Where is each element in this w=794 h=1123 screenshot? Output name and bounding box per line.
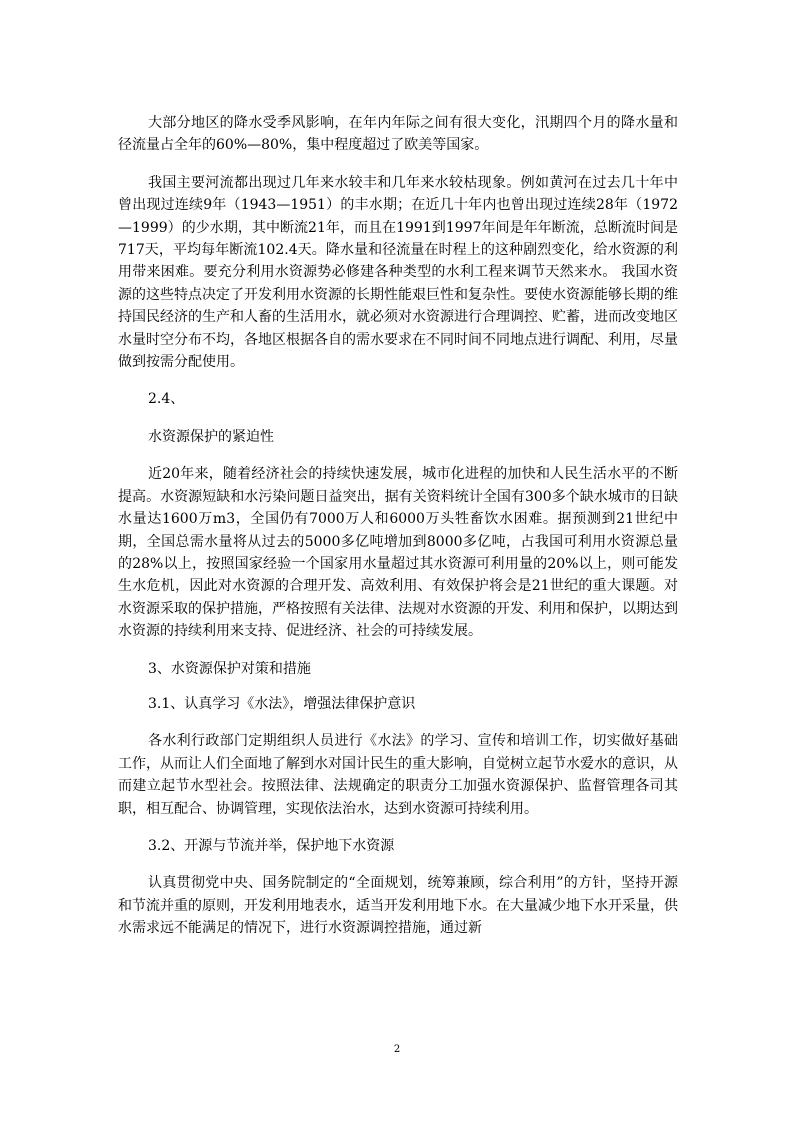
page-number: 2	[393, 1044, 401, 1055]
paragraph-monsoon: 大部分地区的降水受季风影响，在年内年际之间有很大变化，汛期四个月的降水量和径流量占全年的60%—80%，集中程度超过了欧美等国家。	[118, 115, 678, 154]
paragraph-water-law: 各水利行政部门定期组织人员进行《水法》的学习、宣传和培训工作，切实做好基础工作，从而让人们全面地了解到水对国计民生的重大影响，自觉树立起节水爱水的意识，从而建立起节水型社会。按照法律、法规确定的职责分工加强水资源保护、监督管理各司其职，相互配合、协调管理，实现依法治水，达到水资源可持续利用。	[118, 733, 678, 817]
paragraph-groundwater: 认真贯彻党中央、国务院制定的“全面规划，统筹兼顾，综合利用”的方针，坚持开源和节流并重的原则，开发利用地表水，适当开发利用地下水。在大量减少地下水开采量，供水需求远不能满足的情况下，进行水资源调控措施，通过新	[118, 875, 678, 937]
document-body	[118, 112, 678, 940]
section-heading-urgency: 水资源保护的紧迫性	[148, 428, 274, 445]
section-heading-3-1: 3.1、认真学习《水法》，增强法律保护意识	[148, 695, 416, 712]
paragraph-water-shortage: 近20年来，随着经济社会的持续快速发展，城市化进程的加快和人民生活水平的不断提高。水资源短缺和水污染问题日益突出，据有关资料统计全国有300多个缺水城市的日缺水量达1600万m3，全国仍有7000万人和6000万头牲畜饮水困难。据预测到21世纪中期，全国总需水量将从过去的5000多亿吨增加到8000多亿吨，占我国可利用水资源总量的28%以上，按照国家经验一个国家用水量超过其水资源可利用量的20%以上，则可能发生水危机，因此对水资源的合理开发、高效利用、有效保护将会是21世纪的重大课题。对水资源采取的保护措施，严格按照有关法律、法规对水资源的开发、利用和保护，以期达到水资源的持续利用来支持、促进经济、社会的可持续发展。	[118, 466, 678, 640]
section-heading-3-2: 3.2、开源与节流并举，保护地下水资源	[148, 837, 395, 854]
paragraph-river-flow: 我国主要河流都出现过几年来水较丰和几年来水较枯现象。例如黄河在过去几十年中曾出现过连续9年（1943—1951）的丰水期；在近几十年内也曾出现过连续28年（1972—1999）的少水期，其中断流21年，而且在1991到1997年间是年年断流，总断流时间是717天，平均每年断流102.4天。降水量和径流量在时程上的这种剧烈变化，给水资源的利用带来困难。要充分利用水资源势必修建各种类型的水利工程来调节天然来水。 我国水资源的这些特点决定了开发利用水资源的长期性能艰巨性和复杂性。要使水资源能够长期的维持国民经济的生产和人畜的生活用水，就必须对水资源进行合理调控、贮蓄，进而改变地区水量时空分布不均，各地区根据各自的需水要求在不同时间不同地点进行调配、利用，尽量做到按需分配使用。	[118, 174, 678, 371]
section-number-2-4: 2.4、	[148, 391, 185, 408]
section-heading-3: 3、水资源保护对策和措施	[148, 660, 311, 677]
